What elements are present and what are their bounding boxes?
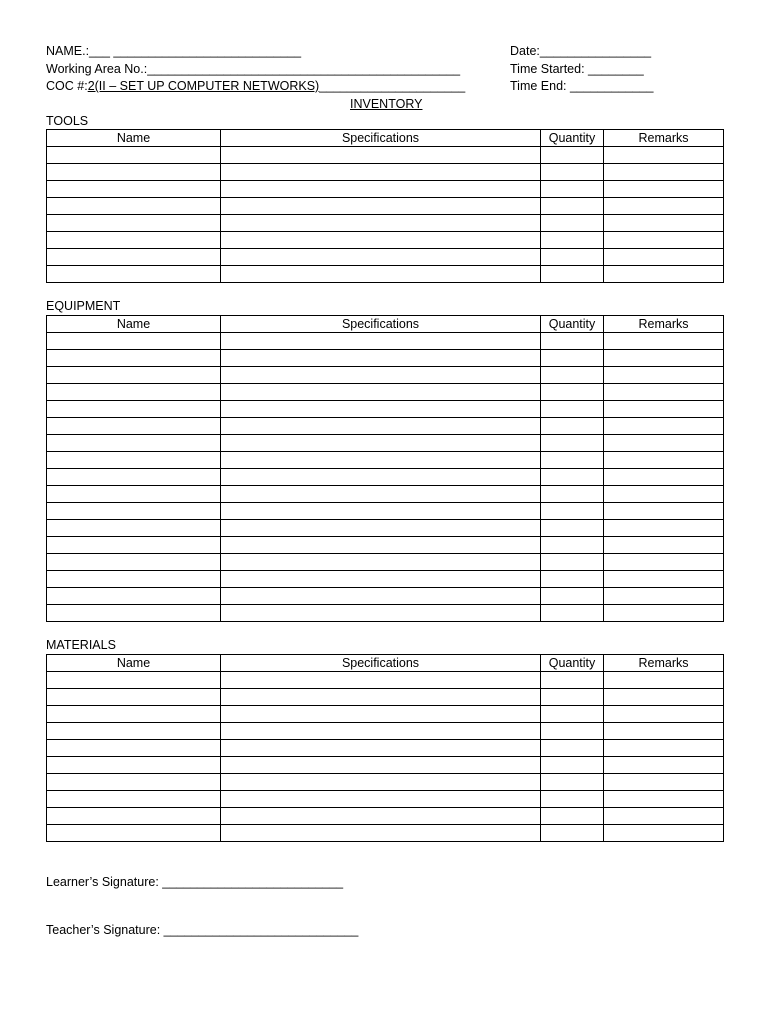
table-cell[interactable] <box>604 164 724 181</box>
table-cell[interactable] <box>604 401 724 418</box>
table-cell[interactable] <box>47 808 221 825</box>
column-header: Quantity <box>541 316 604 333</box>
table-cell[interactable] <box>221 181 541 198</box>
teacher-signature-field[interactable]: Teacher’s Signature: ____________________________ <box>46 923 359 937</box>
table-row <box>47 808 724 825</box>
table-row <box>47 672 724 689</box>
table-cell[interactable] <box>221 537 541 554</box>
table-cell[interactable] <box>604 418 724 435</box>
table-row <box>47 147 724 164</box>
tools-table <box>46 129 724 283</box>
table-row <box>47 520 724 537</box>
table-cell[interactable] <box>604 435 724 452</box>
equipment-table <box>46 315 724 622</box>
table-cell[interactable] <box>47 367 221 384</box>
table-cell[interactable] <box>541 198 604 215</box>
table-row <box>47 706 724 723</box>
table-cell[interactable] <box>604 605 724 622</box>
table-row <box>47 266 724 283</box>
table-cell[interactable] <box>221 588 541 605</box>
table-cell[interactable] <box>221 554 541 571</box>
table-cell[interactable] <box>47 554 221 571</box>
table-cell[interactable] <box>221 384 541 401</box>
coc-underline: _____________________ <box>319 79 466 93</box>
table-cell[interactable] <box>47 757 221 774</box>
table-row <box>47 249 724 266</box>
table-cell[interactable] <box>604 486 724 503</box>
table-cell[interactable] <box>47 537 221 554</box>
table-cell[interactable] <box>221 215 541 232</box>
table-cell[interactable] <box>47 418 221 435</box>
table-row <box>47 181 724 198</box>
column-header: Specifications <box>221 316 541 333</box>
table-cell[interactable] <box>604 469 724 486</box>
table-row <box>47 418 724 435</box>
table-cell[interactable] <box>221 723 541 740</box>
table-cell[interactable] <box>221 740 541 757</box>
table-cell[interactable] <box>604 571 724 588</box>
table-cell[interactable] <box>221 266 541 283</box>
table-cell[interactable] <box>221 774 541 791</box>
table-row <box>47 367 724 384</box>
table-cell[interactable] <box>221 164 541 181</box>
table-cell[interactable] <box>541 147 604 164</box>
column-header: Specifications <box>221 130 541 147</box>
table-cell[interactable] <box>221 333 541 350</box>
table-cell[interactable] <box>541 554 604 571</box>
table-row <box>47 825 724 842</box>
table-row <box>47 333 724 350</box>
table-cell[interactable] <box>541 757 604 774</box>
table-cell[interactable] <box>604 147 724 164</box>
table-cell[interactable] <box>47 266 221 283</box>
table-row <box>47 215 724 232</box>
table-cell[interactable] <box>221 249 541 266</box>
table-cell[interactable] <box>47 672 221 689</box>
table-cell[interactable] <box>604 774 724 791</box>
table-cell[interactable] <box>604 757 724 774</box>
working-area-field[interactable]: Working Area No.:_____________________________________________ <box>46 62 461 76</box>
table-cell[interactable] <box>604 588 724 605</box>
table-row <box>47 571 724 588</box>
table-cell[interactable] <box>221 452 541 469</box>
table-cell[interactable] <box>604 706 724 723</box>
table-header-row <box>47 316 724 333</box>
coc-field[interactable] <box>46 79 465 94</box>
table-cell[interactable] <box>221 672 541 689</box>
table-cell[interactable] <box>541 350 604 367</box>
table-cell[interactable] <box>221 757 541 774</box>
table-cell[interactable] <box>604 215 724 232</box>
table-cell[interactable] <box>221 469 541 486</box>
table-cell[interactable] <box>541 384 604 401</box>
table-cell[interactable] <box>221 232 541 249</box>
table-cell[interactable] <box>47 198 221 215</box>
table-cell[interactable] <box>47 350 221 367</box>
table-row <box>47 401 724 418</box>
table-cell[interactable] <box>541 571 604 588</box>
table-cell[interactable] <box>221 147 541 164</box>
table-cell[interactable] <box>541 825 604 842</box>
table-cell[interactable] <box>604 181 724 198</box>
table-cell[interactable] <box>541 181 604 198</box>
table-cell[interactable] <box>604 740 724 757</box>
table-cell[interactable] <box>541 249 604 266</box>
table-cell[interactable] <box>541 486 604 503</box>
materials-section-label: MATERIALS <box>46 638 116 652</box>
table-cell[interactable] <box>604 333 724 350</box>
page-title: INVENTORY <box>350 97 423 111</box>
table-cell[interactable] <box>541 333 604 350</box>
table-cell[interactable] <box>541 401 604 418</box>
table-cell[interactable] <box>221 571 541 588</box>
column-header: Quantity <box>541 130 604 147</box>
table-row <box>47 232 724 249</box>
table-cell[interactable] <box>541 740 604 757</box>
date-field[interactable]: Date:________________ <box>510 44 652 58</box>
table-cell[interactable] <box>47 249 221 266</box>
table-row <box>47 588 724 605</box>
table-cell[interactable] <box>221 198 541 215</box>
table-cell[interactable] <box>541 367 604 384</box>
table-cell[interactable] <box>47 486 221 503</box>
column-header: Name <box>47 655 221 672</box>
time-end-field[interactable]: Time End: ____________ <box>510 79 654 93</box>
table-cell[interactable] <box>604 520 724 537</box>
table-cell[interactable] <box>221 435 541 452</box>
table-row <box>47 689 724 706</box>
table-cell[interactable] <box>604 350 724 367</box>
table-cell[interactable] <box>604 249 724 266</box>
table-cell[interactable] <box>47 588 221 605</box>
table-row <box>47 486 724 503</box>
table-cell[interactable] <box>47 384 221 401</box>
table-cell[interactable] <box>221 689 541 706</box>
table-cell[interactable] <box>541 808 604 825</box>
table-cell[interactable] <box>47 723 221 740</box>
table-cell[interactable] <box>47 232 221 249</box>
table-cell[interactable] <box>221 605 541 622</box>
table-cell[interactable] <box>47 706 221 723</box>
table-header-row <box>47 130 724 147</box>
table-cell[interactable] <box>47 452 221 469</box>
table-cell[interactable] <box>221 401 541 418</box>
table-row <box>47 469 724 486</box>
table-row <box>47 452 724 469</box>
table-cell[interactable] <box>47 164 221 181</box>
table-cell[interactable] <box>47 435 221 452</box>
table-cell[interactable] <box>47 520 221 537</box>
table-cell[interactable] <box>604 503 724 520</box>
column-header: Quantity <box>541 655 604 672</box>
table-cell[interactable] <box>604 452 724 469</box>
table-cell[interactable] <box>541 503 604 520</box>
table-row <box>47 350 724 367</box>
table-cell[interactable] <box>541 689 604 706</box>
table-cell[interactable] <box>541 452 604 469</box>
table-cell[interactable] <box>541 215 604 232</box>
coc-value: 2(II – SET UP COMPUTER NETWORKS) <box>87 79 320 93</box>
materials-table <box>46 654 724 842</box>
table-cell[interactable] <box>47 605 221 622</box>
table-row <box>47 740 724 757</box>
table-cell[interactable] <box>541 605 604 622</box>
column-header: Name <box>47 130 221 147</box>
table-row <box>47 757 724 774</box>
table-cell[interactable] <box>541 774 604 791</box>
table-cell[interactable] <box>221 520 541 537</box>
table-cell[interactable] <box>47 571 221 588</box>
column-header: Remarks <box>604 655 724 672</box>
table-row <box>47 384 724 401</box>
table-row <box>47 198 724 215</box>
table-cell[interactable] <box>47 147 221 164</box>
table-row <box>47 605 724 622</box>
table-cell[interactable] <box>47 333 221 350</box>
table-cell[interactable] <box>604 672 724 689</box>
table-cell[interactable] <box>604 554 724 571</box>
table-row <box>47 774 724 791</box>
table-cell[interactable] <box>47 791 221 808</box>
table-cell[interactable] <box>604 723 724 740</box>
table-cell[interactable] <box>541 164 604 181</box>
table-cell[interactable] <box>221 503 541 520</box>
table-cell[interactable] <box>221 791 541 808</box>
table-cell[interactable] <box>221 486 541 503</box>
table-cell[interactable] <box>47 825 221 842</box>
table-cell[interactable] <box>604 232 724 249</box>
table-row <box>47 554 724 571</box>
table-row <box>47 503 724 520</box>
table-cell[interactable] <box>604 689 724 706</box>
table-cell[interactable] <box>221 808 541 825</box>
table-cell[interactable] <box>221 350 541 367</box>
table-cell[interactable] <box>541 266 604 283</box>
table-cell[interactable] <box>47 503 221 520</box>
table-cell[interactable] <box>541 520 604 537</box>
table-cell[interactable] <box>47 740 221 757</box>
table-cell[interactable] <box>541 723 604 740</box>
table-cell[interactable] <box>541 706 604 723</box>
table-cell[interactable] <box>47 181 221 198</box>
table-cell[interactable] <box>541 791 604 808</box>
column-header: Remarks <box>604 130 724 147</box>
table-row <box>47 164 724 181</box>
table-row <box>47 435 724 452</box>
table-row <box>47 791 724 808</box>
table-cell[interactable] <box>47 215 221 232</box>
table-cell[interactable] <box>47 689 221 706</box>
table-cell[interactable] <box>541 232 604 249</box>
table-cell[interactable] <box>541 435 604 452</box>
table-cell[interactable] <box>47 469 221 486</box>
table-cell[interactable] <box>604 384 724 401</box>
table-row <box>47 537 724 554</box>
table-cell[interactable] <box>541 469 604 486</box>
table-cell[interactable] <box>541 672 604 689</box>
column-header: Specifications <box>221 655 541 672</box>
table-cell[interactable] <box>47 401 221 418</box>
table-cell[interactable] <box>221 367 541 384</box>
table-cell[interactable] <box>221 418 541 435</box>
table-header-row <box>47 655 724 672</box>
tools-section-label: TOOLS <box>46 114 89 128</box>
name-field[interactable]: NAME.:___ ___________________________ <box>46 44 302 58</box>
learner-signature-field[interactable]: Learner’s Signature: __________________________ <box>46 875 344 889</box>
table-cell[interactable] <box>604 808 724 825</box>
table-cell[interactable] <box>541 537 604 554</box>
coc-label: COC #: <box>46 79 88 93</box>
column-header: Name <box>47 316 221 333</box>
time-started-field[interactable]: Time Started: ________ <box>510 62 644 76</box>
equipment-section-label: EQUIPMENT <box>46 299 121 313</box>
table-cell[interactable] <box>541 418 604 435</box>
table-cell[interactable] <box>541 588 604 605</box>
table-cell[interactable] <box>604 198 724 215</box>
table-cell[interactable] <box>604 266 724 283</box>
table-cell[interactable] <box>604 367 724 384</box>
table-cell[interactable] <box>221 825 541 842</box>
table-cell[interactable] <box>221 706 541 723</box>
table-cell[interactable] <box>47 774 221 791</box>
column-header: Remarks <box>604 316 724 333</box>
table-row <box>47 723 724 740</box>
table-cell[interactable] <box>604 791 724 808</box>
table-cell[interactable] <box>604 537 724 554</box>
table-cell[interactable] <box>604 825 724 842</box>
